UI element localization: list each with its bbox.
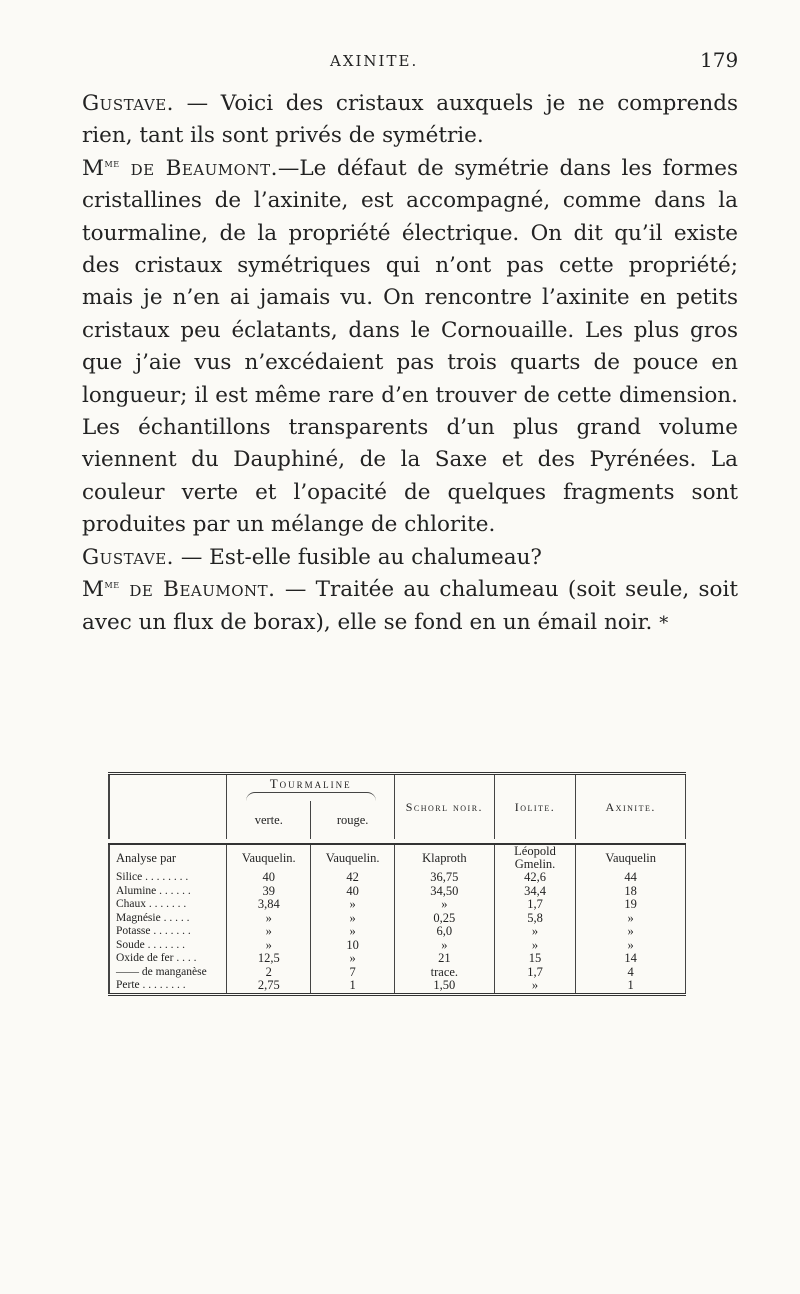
- running-head-title: AXINITE.: [330, 52, 419, 70]
- table-corner-cell: [109, 774, 227, 840]
- running-head: [0, 48, 800, 88]
- value-cell: »: [311, 925, 395, 939]
- value-cell: 1: [311, 979, 395, 994]
- value-cell: 39: [227, 885, 311, 899]
- value-cell: 12,5: [227, 952, 311, 966]
- value-cell: 42: [311, 871, 395, 885]
- value-cell: 0,25: [395, 912, 495, 926]
- value-cell: »: [311, 952, 395, 966]
- value-cell: »: [395, 939, 495, 953]
- value-cell: 7: [311, 966, 395, 980]
- author-cell: Vauquelin: [576, 844, 686, 871]
- value-cell: 40: [227, 871, 311, 885]
- value-cell: 1,7: [494, 898, 576, 912]
- speaker-beaumont: [82, 156, 278, 181]
- footnote-marker: *: [659, 612, 669, 634]
- row-label: Perte . . . . . . . .: [109, 979, 227, 994]
- value-cell: »: [576, 925, 686, 939]
- table-header-row: [109, 774, 686, 802]
- value-cell: »: [227, 925, 311, 939]
- value-cell: 1,50: [395, 979, 495, 994]
- value-cell: 36,75: [395, 871, 495, 885]
- value-cell: 1,7: [494, 966, 576, 980]
- header-tourmaline: [227, 774, 395, 802]
- speaker-name: de Beaumont.: [119, 577, 276, 603]
- value-cell: 34,4: [494, 885, 576, 899]
- value-cell: 2: [227, 966, 311, 980]
- paragraph-beaumont-1: [82, 153, 738, 542]
- paragraph-text: — Est-elle fusible au chalumeau?: [173, 544, 542, 570]
- row-label: Chaux . . . . . . .: [109, 898, 227, 912]
- table-row: [109, 939, 686, 953]
- author-cell: Vauquelin.: [227, 844, 311, 871]
- value-cell: »: [494, 925, 576, 939]
- page-number: 179: [700, 48, 739, 72]
- value-cell: »: [311, 912, 395, 926]
- value-cell: »: [227, 939, 311, 953]
- header-tourmaline-label: Tourmaline: [269, 775, 352, 791]
- value-cell: 34,50: [395, 885, 495, 899]
- speaker-sup: me: [104, 576, 120, 591]
- speaker-prefix: M: [82, 577, 105, 603]
- author-cell: Vauquelin.: [311, 844, 395, 871]
- paragraph-gustave-1: [82, 88, 738, 153]
- row-label: Soude . . . . . . .: [109, 939, 227, 953]
- speaker-sup: me: [104, 155, 120, 170]
- brace-shape: [246, 792, 376, 801]
- row-label: Silice . . . . . . . .: [109, 871, 227, 885]
- value-cell: »: [576, 912, 686, 926]
- value-cell: 1: [576, 979, 686, 994]
- speaker-name: de Beaumont.: [119, 155, 278, 181]
- row-label: —— de manganèse: [109, 966, 227, 980]
- value-cell: 5,8: [494, 912, 576, 926]
- speaker-prefix: M: [82, 155, 105, 181]
- value-cell: 18: [576, 885, 686, 899]
- value-cell: »: [576, 939, 686, 953]
- value-cell: 15: [494, 952, 576, 966]
- header-rouge: rouge.: [311, 801, 395, 839]
- table-row: [109, 898, 686, 912]
- table-row: [109, 871, 686, 885]
- author-cell: Klaproth: [395, 844, 495, 871]
- value-cell: 3,84: [227, 898, 311, 912]
- row-label: Alumine . . . . . .: [109, 885, 227, 899]
- value-cell: trace.: [395, 966, 495, 980]
- header-verte: verte.: [227, 801, 311, 839]
- paragraph-text: — Voici des cristaux auxquels je ne comprends rien, tant ils sont privés de symétrie.: [82, 91, 738, 149]
- row-label: Analyse par: [109, 844, 227, 871]
- value-cell: 21: [395, 952, 495, 966]
- speaker-gustave: Gustave.: [82, 91, 174, 116]
- value-cell: »: [494, 939, 576, 953]
- value-cell: »: [227, 912, 311, 926]
- table-row: [109, 912, 686, 926]
- header-schorl: Schorl noir.: [395, 774, 495, 840]
- value-cell: »: [494, 979, 576, 994]
- table-row: [109, 979, 686, 994]
- row-label: Potasse . . . . . . .: [109, 925, 227, 939]
- value-cell: 44: [576, 871, 686, 885]
- header-axinite: Axinite.: [576, 774, 686, 840]
- author-cell: Léopold Gmelin.: [494, 844, 576, 871]
- value-cell: 42,6: [494, 871, 576, 885]
- table-row: [109, 925, 686, 939]
- value-cell: »: [395, 898, 495, 912]
- speaker-gustave: Gustave.: [82, 544, 174, 570]
- table-row: [109, 885, 686, 899]
- analysis-table: [108, 772, 686, 996]
- table-row-authors: [109, 844, 686, 871]
- paragraph-beaumont-2: [82, 574, 738, 640]
- value-cell: 2,75: [227, 979, 311, 994]
- value-cell: 40: [311, 885, 395, 899]
- row-label: Magnésie . . . . .: [109, 912, 227, 926]
- paragraph-text: — Traitée au chalumeau (soit seule, soit avec un flux de borax), elle se fond en un émail noir.: [82, 577, 738, 635]
- table-row: [109, 952, 686, 966]
- value-cell: »: [311, 898, 395, 912]
- value-cell: 14: [576, 952, 686, 966]
- paragraph-gustave-2: [82, 542, 738, 574]
- dialogue-text: [82, 88, 738, 640]
- value-cell: 10: [311, 939, 395, 953]
- header-iolite: Iolite.: [494, 774, 576, 840]
- table-row: [109, 966, 686, 980]
- value-cell: 4: [576, 966, 686, 980]
- speaker-beaumont: [82, 577, 276, 602]
- value-cell: 19: [576, 898, 686, 912]
- row-label: Oxide de fer . . . .: [109, 952, 227, 966]
- paragraph-text: —Le défaut de symétrie dans les formes cristallines de l’axinite, est accompagné, comme dans la tourmaline, de la propriété électrique. On dit qu’il existe des cristaux symétriques qui n’ont pas cette propriété; mais je n’en ai jamais vu. On rencontre l’axinite en petits cristaux peu éclatants, dans le Cornouaille. Les plus gros que j’aie vus n’excédaient pas trois quarts de pouce en longueur; il est même rare d’en trouver de cette dimension. Les échantillons transparents d’un plus grand volume viennent du Dauphiné, de la Saxe et des Pyrénées. La couleur verte et l’opacité de quelques fragments sont produites par un mélange de chlorite.: [82, 155, 738, 538]
- value-cell: 6,0: [395, 925, 495, 939]
